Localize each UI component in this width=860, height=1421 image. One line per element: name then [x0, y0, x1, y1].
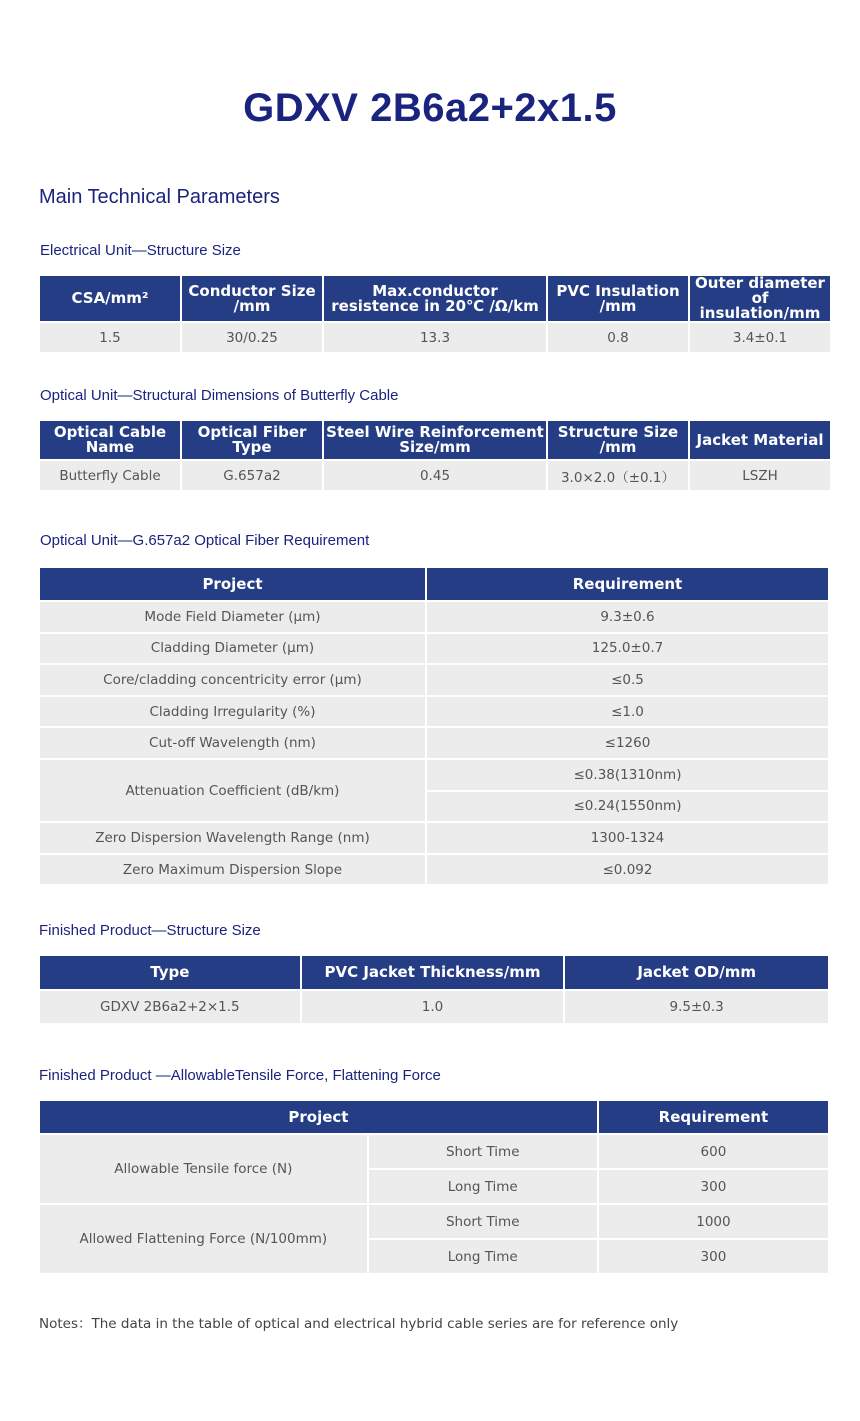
fiber-table	[38, 566, 830, 886]
tensile-value-cell: 1000	[599, 1205, 828, 1238]
tensile-value-cell: 600	[599, 1135, 828, 1168]
butterfly-header-fiber-type: Optical Fiber Type	[182, 421, 322, 459]
tensile-group-name: Allowable Tensile force (N)	[40, 1135, 367, 1203]
finished-cell-type: GDXV 2B6a2+2×1.5	[40, 991, 300, 1023]
butterfly-cell-cable-name: Butterfly Cable	[40, 461, 180, 490]
electrical-header-resistance: Max.conductor resistence in 20℃ /Ω/km	[324, 276, 546, 321]
butterfly-header-structure-size: Structure Size /mm	[548, 421, 688, 459]
tensile-duration-cell: Long Time	[369, 1170, 597, 1203]
fiber-requirement-cell: 125.0±0.7	[427, 634, 828, 664]
tensile-duration-cell: Short Time	[369, 1205, 597, 1238]
tensile-heading: Finished Product —AllowableTensile Force, Flattening Force	[39, 1067, 441, 1084]
notes: Notes：The data in the table of optical and electrical hybrid cable series are for reference only	[39, 1316, 679, 1332]
butterfly-header-steel-wire: Steel Wire Reinforcement Size/mm	[324, 421, 546, 459]
electrical-header-row	[40, 276, 830, 321]
fiber-header-requirement: Requirement	[427, 568, 828, 600]
table-row	[40, 697, 828, 727]
finished-cell-jacket-od: 9.5±0.3	[565, 991, 828, 1023]
finished-header-type: Type	[40, 956, 300, 989]
fiber-requirement-cell: 9.3±0.6	[427, 602, 828, 632]
fiber-requirement-cell: ≤0.38(1310nm)	[427, 760, 828, 790]
fiber-heading: Optical Unit—G.657a2 Optical Fiber Requirement	[40, 532, 370, 549]
fiber-project-cell: Core/cladding concentricity error (μm)	[40, 665, 425, 695]
table-row	[40, 1135, 828, 1168]
fiber-requirement-cell: ≤1260	[427, 728, 828, 758]
fiber-requirement-cell: ≤1.0	[427, 697, 828, 727]
butterfly-header-row	[40, 421, 830, 459]
fiber-project-cell: Cut-off Wavelength (nm)	[40, 728, 425, 758]
electrical-header-outer-diameter: Outer diameter of insulation/mm	[690, 276, 830, 321]
fiber-project-cell: Zero Dispersion Wavelength Range (nm)	[40, 823, 425, 853]
table-row	[40, 760, 828, 790]
electrical-cell-csa: 1.5	[40, 323, 180, 352]
butterfly-cell-fiber-type: G.657a2	[182, 461, 322, 490]
tensile-table	[38, 1099, 830, 1275]
butterfly-heading: Optical Unit—Structural Dimensions of Butterfly Cable	[40, 387, 399, 404]
table-row	[40, 1205, 828, 1238]
finished-header-jacket-od: Jacket OD/mm	[565, 956, 828, 989]
fiber-project-cell: Zero Maximum Dispersion Slope	[40, 855, 425, 885]
tensile-value-cell: 300	[599, 1170, 828, 1203]
fiber-requirement-cell: ≤0.092	[427, 855, 828, 885]
table-row	[40, 602, 828, 632]
butterfly-header-cable-name: Optical Cable Name	[40, 421, 180, 459]
butterfly-table	[38, 419, 832, 492]
butterfly-cell-jacket-material: LSZH	[690, 461, 830, 490]
finished-table	[38, 954, 830, 1025]
electrical-header-conductor-size: Conductor Size /mm	[182, 276, 322, 321]
page-title: GDXV 2B6a2+2x1.5	[243, 86, 617, 130]
table-row	[40, 665, 828, 695]
tensile-header-row	[40, 1101, 828, 1133]
table-row	[40, 323, 830, 352]
fiber-header-project: Project	[40, 568, 425, 600]
electrical-table	[38, 274, 832, 354]
tensile-header-requirement: Requirement	[599, 1101, 828, 1133]
butterfly-cell-structure-size: 3.0×2.0（±0.1）	[548, 461, 688, 490]
fiber-header-row	[40, 568, 828, 600]
fiber-project-cell: Mode Field Diameter (μm)	[40, 602, 425, 632]
table-row	[40, 461, 830, 490]
table-row	[40, 823, 828, 853]
table-row	[40, 728, 828, 758]
fiber-requirement-cell: ≤0.5	[427, 665, 828, 695]
table-row	[40, 634, 828, 664]
main-heading: Main Technical Parameters	[39, 186, 280, 208]
fiber-project-cell: Attenuation Coefficient (dB/km)	[40, 760, 425, 821]
electrical-heading: Electrical Unit—Structure Size	[40, 242, 241, 259]
electrical-header-csa: CSA/mm²	[40, 276, 180, 321]
fiber-project-cell: Cladding Irregularity (%)	[40, 697, 425, 727]
finished-cell-pvc-thickness: 1.0	[302, 991, 564, 1023]
electrical-cell-conductor-size: 30/0.25	[182, 323, 322, 352]
butterfly-cell-steel-wire: 0.45	[324, 461, 546, 490]
finished-header-row	[40, 956, 828, 989]
electrical-cell-resistance: 13.3	[324, 323, 546, 352]
electrical-header-pvc-insulation: PVC Insulation /mm	[548, 276, 688, 321]
tensile-value-cell: 300	[599, 1240, 828, 1273]
electrical-cell-outer-diameter: 3.4±0.1	[690, 323, 830, 352]
tensile-group-name: Allowed Flattening Force (N/100mm)	[40, 1205, 367, 1273]
table-row	[40, 855, 828, 885]
fiber-project-cell: Cladding Diameter (μm)	[40, 634, 425, 664]
finished-header-pvc-thickness: PVC Jacket Thickness/mm	[302, 956, 564, 989]
tensile-duration-cell: Short Time	[369, 1135, 597, 1168]
fiber-requirement-cell: ≤0.24(1550nm)	[427, 792, 828, 822]
tensile-duration-cell: Long Time	[369, 1240, 597, 1273]
electrical-cell-pvc-insulation: 0.8	[548, 323, 688, 352]
tensile-header-project: Project	[40, 1101, 597, 1133]
fiber-requirement-cell: 1300-1324	[427, 823, 828, 853]
butterfly-header-jacket-material: Jacket Material	[690, 421, 830, 459]
table-row	[40, 991, 828, 1023]
finished-heading: Finished Product—Structure Size	[39, 922, 261, 939]
